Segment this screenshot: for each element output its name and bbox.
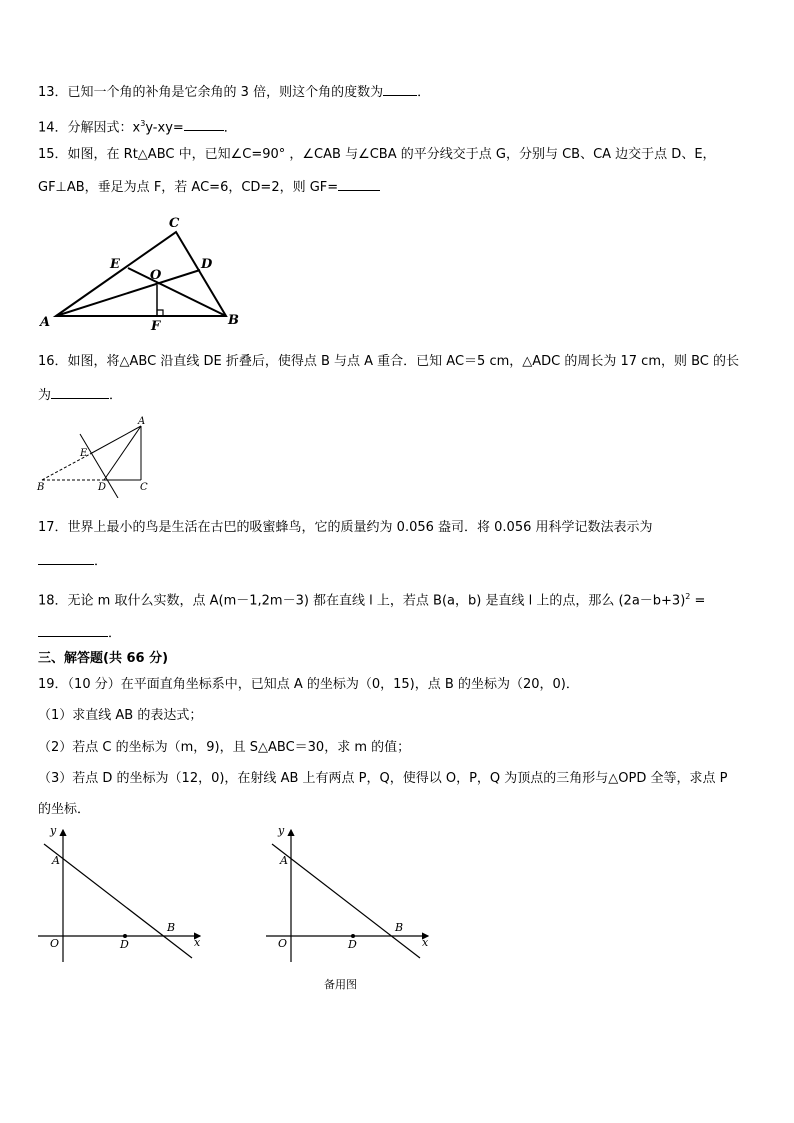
q19-label-a: A — [52, 854, 60, 867]
q14-exponent: 3 — [140, 119, 146, 128]
q16-label-c: C — [140, 482, 148, 493]
q18-line-1 — [38, 588, 705, 610]
q13-end: ． — [417, 85, 431, 100]
q14-text-a: 14．分解因式：x — [38, 120, 141, 136]
q18-answer-blank[interactable] — [38, 623, 108, 637]
q17-answer-blank[interactable] — [38, 551, 94, 565]
q16-segment-ad — [104, 426, 141, 480]
q19-part-1: （1）求直线 AB 的表达式； — [38, 708, 203, 723]
q14-text-b: y-xy= — [145, 120, 184, 136]
q16-label-b: B — [37, 482, 45, 493]
q15-label-f: F — [151, 319, 161, 334]
q15-line-2 — [38, 177, 380, 197]
q19-figure-backup — [262, 822, 436, 968]
q19-backup-label-a: A — [280, 854, 288, 867]
q16-label-e: E — [80, 448, 88, 459]
q19-backup-label-o: O — [278, 937, 288, 950]
q19-part-3-line-1: （3）若点 D 的坐标为（12，0)，在射线 AB 上有两点 P，Q，使得以 O，P，Q 为顶点的三角形与△OPD 全等，求点 P — [38, 771, 728, 786]
q14-answer-blank[interactable] — [184, 117, 224, 131]
q15-label-c: C — [169, 216, 180, 231]
q16-line-1: 16．如图，将△ABC 沿直线 DE 折叠后，使得点 B 与点 A 重合．已知 AC＝5 cm，△ADC 的周长为 17 cm，则 BC 的长 — [38, 354, 740, 369]
question-13 — [38, 82, 430, 102]
q15-label-d: D — [201, 257, 213, 272]
q19-figure-main — [34, 822, 208, 968]
q19-label-d: D — [120, 938, 129, 951]
q16-figure — [34, 414, 164, 498]
q19-part-3-line-2: 的坐标． — [38, 802, 91, 817]
q19-backup-label-d: D — [348, 938, 357, 951]
q15-line-1: 15．如图，在 Rt△ABC 中，已知∠C=90° ，∠CAB 与∠CBA 的平分线交于点 G，分别与 CB、CA 边交于点 D、E， — [38, 147, 716, 162]
question-14 — [38, 115, 237, 137]
q19-backup-label-b: B — [395, 921, 404, 934]
q16-segment-ae — [90, 426, 141, 454]
q15-figure — [36, 212, 266, 334]
q19-backup-label-x: x — [422, 936, 429, 949]
q15-answer-blank[interactable] — [338, 177, 380, 191]
q19-line-ab — [44, 844, 192, 958]
q18-text: 18．无论 m 取什么实数，点 A(m－1,2m－3) 都在直线 l 上，若点 B(a，b) 是直线 l 上的点，那么 (2a－b+3) — [38, 593, 686, 609]
q16-line-2 — [38, 385, 122, 405]
q18-line-2 — [38, 623, 121, 643]
q15-label-a: A — [40, 315, 51, 330]
q19-backup-caption: 备用图 — [324, 978, 357, 991]
q17-line-2 — [38, 551, 107, 571]
q16-line-2-text: 为 — [38, 388, 52, 403]
q16-answer-blank[interactable] — [51, 385, 109, 399]
q19-line-1: 19．（10 分）在平面直角坐标系中，已知点 A 的坐标为（0，15)，点 B 的坐标为（20，0)． — [38, 677, 579, 692]
q19-part-2: （2）若点 C 的坐标为（m，9)，且 S△ABC＝30，求 m 的值； — [38, 740, 411, 755]
q15-label-o: O — [150, 268, 162, 283]
q16-label-d: D — [98, 482, 107, 493]
q17-line-1: 17．世界上最小的鸟是生活在古巴的吸蜜蜂鸟，它的质量约为 0.056 盎司．将 0.056 用科学记数法表示为 — [38, 520, 653, 535]
q16-end: ． — [109, 388, 123, 403]
q15-label-e: E — [110, 257, 120, 272]
q19-label-x: x — [194, 936, 201, 949]
q16-label-a: A — [138, 416, 146, 427]
q19-backup-label-y: y — [278, 824, 285, 837]
q19-label-b: B — [167, 921, 176, 934]
section-3-title: 三、解答题(共 66 分) — [38, 651, 169, 666]
q19-label-o: O — [50, 937, 60, 950]
q18-equals: = — [690, 593, 706, 609]
q19-backup-line-ab — [272, 844, 420, 958]
q13-answer-blank[interactable] — [383, 82, 417, 96]
q18-exponent: 2 — [685, 592, 691, 601]
q13-text: 13．已知一个角的补角是它余角的 3 倍，则这个角的度数为 — [38, 85, 384, 100]
q19-label-y: y — [50, 824, 57, 837]
q17-end: ． — [94, 554, 108, 569]
q15-label-b: B — [228, 313, 239, 328]
q18-end: ． — [108, 626, 122, 641]
q15-line-2-text: GF⊥AB，垂足为点 F，若 AC=6，CD=2，则 GF= — [38, 180, 339, 195]
q14-end: ． — [223, 120, 237, 136]
